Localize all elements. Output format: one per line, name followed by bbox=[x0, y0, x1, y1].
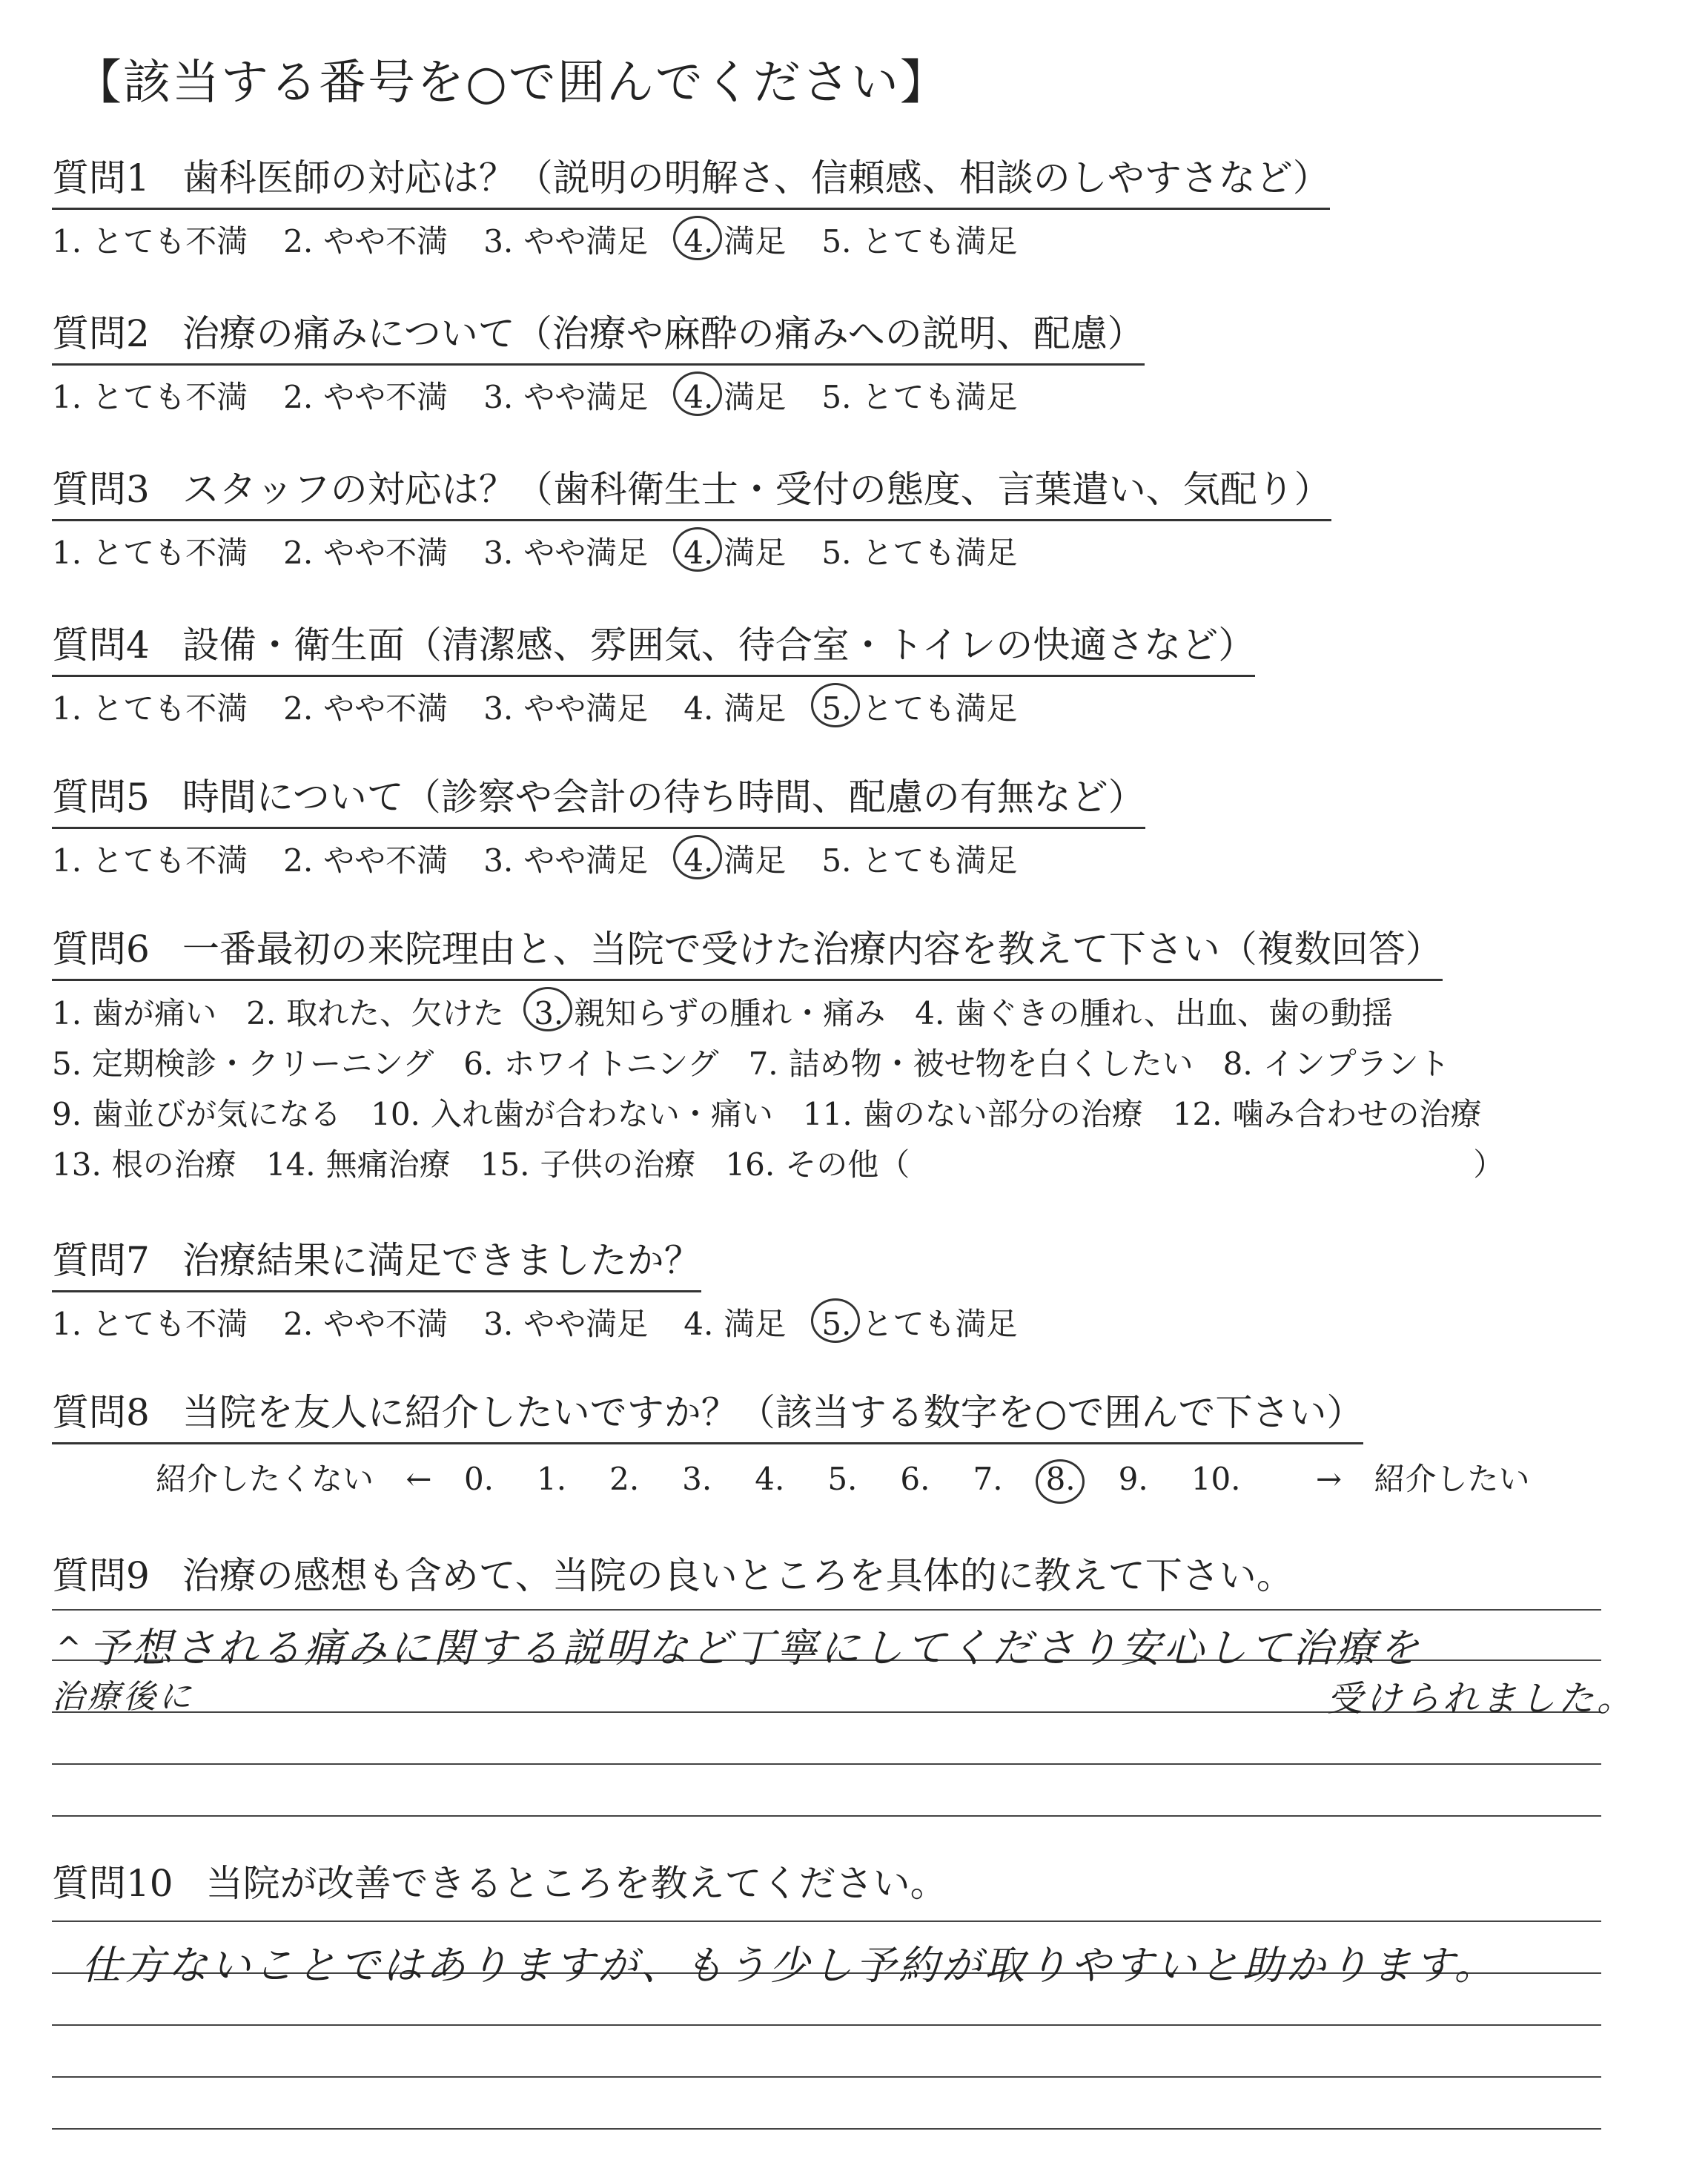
option-number: 4. bbox=[683, 1306, 714, 1342]
rating-option[interactable] bbox=[52, 217, 248, 266]
scale-number: 10. bbox=[1191, 1461, 1241, 1497]
option-label: やや満足 bbox=[523, 379, 649, 415]
question-title: 設備・衛生面（清潔感、雰囲気、待合室・トイレの快適さなど） bbox=[182, 624, 1256, 667]
scale-number: 9. bbox=[1118, 1461, 1148, 1497]
option-label: 親知らずの腫れ・痛み bbox=[574, 995, 886, 1031]
question-3-heading bbox=[52, 460, 1331, 521]
option-number: 1. bbox=[52, 1306, 82, 1342]
rating-option[interactable] bbox=[283, 836, 448, 885]
scale-option[interactable] bbox=[1046, 1461, 1086, 1497]
scale-number: 4. bbox=[755, 1461, 785, 1497]
right-arrow-icon: → bbox=[1315, 1461, 1343, 1497]
scale-option[interactable] bbox=[537, 1461, 577, 1497]
reason-option[interactable] bbox=[803, 1089, 1143, 1140]
reason-option[interactable] bbox=[246, 988, 504, 1039]
option-number: 8. bbox=[1222, 1046, 1253, 1082]
scale-number: 6. bbox=[900, 1461, 930, 1497]
reason-option[interactable] bbox=[915, 988, 1393, 1039]
answer-line bbox=[52, 1609, 1601, 1611]
handwritten-answer-line-1: 仕方ないことではありますが、もう少し予約が取りやすいと助かります。 bbox=[82, 1942, 1497, 1989]
rating-option[interactable] bbox=[52, 684, 248, 733]
option-number: 3. bbox=[483, 535, 514, 571]
option-label: 入れ歯が合わない・痛い bbox=[430, 1096, 773, 1132]
question-3-options bbox=[52, 529, 1331, 578]
option-label: 満足 bbox=[724, 535, 787, 571]
option-label: とても満足 bbox=[861, 535, 1018, 571]
reason-option[interactable] bbox=[52, 1140, 236, 1190]
option-row bbox=[52, 1089, 1534, 1140]
reason-option[interactable] bbox=[480, 1140, 696, 1190]
option-label: 満足 bbox=[724, 690, 787, 727]
question-title: 治療の痛みについて（治療や麻酔の痛みへの説明、配慮） bbox=[182, 312, 1145, 355]
rating-option[interactable] bbox=[683, 1300, 786, 1349]
rating-option[interactable] bbox=[821, 1300, 1017, 1349]
rating-option[interactable] bbox=[683, 217, 786, 266]
option-number: 3. bbox=[483, 1306, 514, 1342]
instruction-heading: 【該当する番号を○で囲んでください】 bbox=[74, 56, 949, 110]
option-label: 満足 bbox=[724, 842, 787, 879]
option-label: とても満足 bbox=[861, 1306, 1018, 1342]
option-number: 9. bbox=[52, 1096, 82, 1132]
question-9 bbox=[52, 1546, 1294, 1599]
option-label: ホワイトニング bbox=[503, 1046, 719, 1082]
option-label: 満足 bbox=[724, 223, 787, 260]
question-title: 一番最初の来院理由と、当院で受けた治療内容を教えて下さい（複数回答） bbox=[182, 928, 1443, 971]
question-1-heading bbox=[52, 148, 1330, 210]
rating-option[interactable] bbox=[821, 373, 1017, 422]
rating-option[interactable] bbox=[821, 836, 1017, 885]
option-label: やや不満 bbox=[323, 690, 448, 727]
option-number: 16. bbox=[725, 1146, 775, 1183]
rating-option[interactable] bbox=[283, 529, 448, 578]
option-label: とても不満 bbox=[92, 535, 248, 571]
question-1-options bbox=[52, 217, 1330, 266]
option-label: とても不満 bbox=[92, 223, 248, 260]
option-label: 歯が痛い bbox=[92, 995, 217, 1031]
scale-number: 2. bbox=[609, 1461, 640, 1497]
option-label: とても満足 bbox=[861, 223, 1018, 260]
reason-option[interactable] bbox=[463, 1039, 718, 1089]
scale-number: 8. bbox=[1045, 1461, 1076, 1497]
option-label: その他（ bbox=[785, 1146, 910, 1183]
option-label: とても満足 bbox=[861, 379, 1018, 415]
rating-option[interactable] bbox=[483, 1300, 648, 1349]
question-number: 質問5 bbox=[52, 776, 150, 819]
reason-option[interactable] bbox=[371, 1089, 773, 1140]
rating-option[interactable] bbox=[483, 836, 648, 885]
option-row bbox=[52, 1039, 1534, 1089]
option-number: 3. bbox=[483, 690, 514, 727]
question-number: 質問3 bbox=[52, 468, 150, 511]
option-number: 5. bbox=[821, 842, 852, 879]
rating-option[interactable] bbox=[821, 684, 1017, 733]
reason-option[interactable] bbox=[725, 1140, 910, 1190]
option-number: 5. bbox=[821, 684, 851, 733]
question-title: 当院を友人に紹介したいですか？（該当する数字を○で囲んで下さい） bbox=[182, 1391, 1364, 1434]
rating-option[interactable] bbox=[483, 684, 648, 733]
option-label: やや不満 bbox=[323, 842, 448, 879]
rating-option[interactable] bbox=[683, 529, 786, 578]
answer-line bbox=[52, 2128, 1601, 2130]
rating-option[interactable] bbox=[683, 836, 786, 885]
rating-option[interactable] bbox=[483, 217, 648, 266]
scale-option[interactable] bbox=[1191, 1461, 1251, 1497]
question-number: 質問7 bbox=[52, 1239, 150, 1282]
question-9-heading bbox=[52, 1546, 1294, 1599]
option-label: 満足 bbox=[724, 379, 787, 415]
left-arrow-icon: ← bbox=[406, 1461, 432, 1497]
option-number: 4. bbox=[683, 373, 713, 422]
question-9-answer-area[interactable] bbox=[52, 1609, 1636, 1817]
option-number: 3. bbox=[483, 223, 514, 260]
question-3 bbox=[52, 460, 1331, 578]
option-label: インプラント bbox=[1262, 1046, 1450, 1082]
reason-option[interactable] bbox=[1173, 1089, 1482, 1140]
handwritten-answer-line-1: 予想される痛みに関する説明など丁寧にしてくださり安心して治療を bbox=[89, 1625, 1422, 1671]
answer-line bbox=[52, 2024, 1601, 2026]
answer-line bbox=[52, 2076, 1601, 2078]
option-label: とても不満 bbox=[92, 1306, 248, 1342]
option-number: 2. bbox=[283, 379, 314, 415]
option-number: 13. bbox=[52, 1146, 102, 1183]
option-label: 歯ぐきの腫れ、出血、歯の動揺 bbox=[955, 995, 1393, 1031]
question-6 bbox=[52, 919, 1534, 1190]
rating-option[interactable] bbox=[283, 373, 448, 422]
question-4-options bbox=[52, 684, 1255, 733]
option-number: 7. bbox=[748, 1046, 778, 1082]
question-title: 治療結果に満足できましたか？ bbox=[182, 1239, 701, 1282]
option-number: 10. bbox=[371, 1096, 420, 1132]
option-number: 2. bbox=[283, 535, 314, 571]
option-label: やや満足 bbox=[523, 223, 649, 260]
option-number: 5. bbox=[821, 223, 852, 260]
option-number: 4. bbox=[683, 529, 713, 578]
option-number: 1. bbox=[52, 995, 82, 1031]
scale-number: 7. bbox=[973, 1461, 1003, 1497]
option-label: 歯のない部分の治療 bbox=[862, 1096, 1143, 1132]
question-6-options bbox=[52, 988, 1534, 1190]
reason-option[interactable] bbox=[52, 988, 216, 1039]
option-number: 1. bbox=[52, 690, 82, 727]
question-5 bbox=[52, 767, 1145, 885]
scale-left-label: 紹介したくない bbox=[156, 1461, 374, 1497]
option-label: 取れた、欠けた bbox=[286, 995, 505, 1031]
scale-option[interactable] bbox=[682, 1461, 722, 1497]
option-number: 5. bbox=[52, 1046, 82, 1082]
option-row bbox=[52, 988, 1534, 1039]
scale-option[interactable] bbox=[900, 1461, 940, 1497]
rating-option[interactable] bbox=[283, 684, 448, 733]
option-label: 子供の治療 bbox=[540, 1146, 696, 1183]
option-row bbox=[52, 1140, 1534, 1190]
option-number: 5. bbox=[821, 379, 852, 415]
option-label: ） bbox=[1473, 1146, 1505, 1183]
rating-option[interactable] bbox=[821, 217, 1017, 266]
scale-option[interactable] bbox=[827, 1461, 867, 1497]
reason-option[interactable] bbox=[52, 1039, 434, 1089]
question-number: 質問6 bbox=[52, 928, 150, 971]
option-label: やや不満 bbox=[323, 223, 448, 260]
option-label: 満足 bbox=[724, 1306, 787, 1342]
handwritten-answer-line-2: 受けられました。 bbox=[1327, 1678, 1636, 1720]
option-number: 2. bbox=[283, 223, 314, 260]
question-8 bbox=[52, 1383, 1529, 1499]
reason-option[interactable] bbox=[749, 1039, 1194, 1089]
option-number: 2. bbox=[283, 690, 314, 727]
option-number: 2. bbox=[283, 842, 314, 879]
rating-option[interactable] bbox=[683, 373, 786, 422]
question-title: 当院が改善できるところを教えてください。 bbox=[205, 1862, 947, 1905]
question-5-options bbox=[52, 836, 1145, 885]
option-label: とても不満 bbox=[92, 690, 248, 727]
reason-option[interactable] bbox=[266, 1140, 451, 1190]
option-number: 4. bbox=[683, 690, 714, 727]
question-number: 質問1 bbox=[52, 156, 150, 199]
rating-option[interactable] bbox=[683, 684, 786, 733]
option-label: 歯並びが気になる bbox=[92, 1096, 342, 1132]
question-number: 質問9 bbox=[52, 1554, 150, 1597]
option-number: 11. bbox=[802, 1096, 853, 1132]
reason-option[interactable] bbox=[1223, 1039, 1450, 1089]
scale-number: 3. bbox=[682, 1461, 712, 1497]
question-title: 時間について（診察や会計の待ち時間、配慮の有無など） bbox=[182, 776, 1145, 819]
option-label: とても不満 bbox=[92, 379, 248, 415]
option-label: とても満足 bbox=[861, 690, 1018, 727]
scale-option[interactable] bbox=[973, 1461, 1013, 1497]
question-10-answer-area[interactable] bbox=[52, 1920, 1601, 2143]
rating-option[interactable] bbox=[821, 529, 1017, 578]
reason-option[interactable] bbox=[534, 988, 885, 1039]
question-title: 歯科医師の対応は？（説明の明解さ、信頼感、相談のしやすさなど） bbox=[182, 156, 1330, 199]
rating-option[interactable] bbox=[52, 1300, 248, 1349]
option-number: 1. bbox=[52, 223, 82, 260]
rating-option[interactable] bbox=[52, 529, 248, 578]
scale-option[interactable] bbox=[464, 1461, 504, 1497]
question-number: 質問4 bbox=[52, 624, 150, 667]
question-7-heading bbox=[52, 1231, 701, 1292]
option-number: 4. bbox=[915, 995, 945, 1031]
option-number: 1. bbox=[52, 842, 82, 879]
rating-option[interactable] bbox=[52, 373, 248, 422]
option-label: やや満足 bbox=[523, 842, 649, 879]
scale-option[interactable] bbox=[755, 1461, 795, 1497]
option-label: 無痛治療 bbox=[325, 1146, 451, 1183]
option-number: 5. bbox=[821, 535, 852, 571]
option-label: 根の治療 bbox=[111, 1146, 236, 1183]
option-label: やや不満 bbox=[323, 379, 448, 415]
question-2-options bbox=[52, 373, 1145, 422]
scale-option[interactable] bbox=[609, 1461, 649, 1497]
option-number: 3. bbox=[534, 988, 563, 1039]
rating-option[interactable] bbox=[483, 373, 648, 422]
option-label: やや不満 bbox=[323, 1306, 448, 1342]
option-number: 1. bbox=[52, 535, 82, 571]
question-5-heading bbox=[52, 767, 1145, 829]
scale-number: 1. bbox=[537, 1461, 567, 1497]
option-label: 定期検診・クリーニング bbox=[92, 1046, 434, 1082]
question-title: 治療の感想も含めて、当院の良いところを具体的に教えて下さい。 bbox=[182, 1554, 1294, 1597]
option-number: 3. bbox=[483, 842, 514, 879]
question-7-options bbox=[52, 1300, 1053, 1349]
rating-option[interactable] bbox=[283, 1300, 448, 1349]
question-6-heading bbox=[52, 919, 1443, 981]
option-number: 4. bbox=[683, 217, 713, 266]
question-2 bbox=[52, 304, 1145, 422]
option-number: 4. bbox=[683, 836, 713, 885]
recommendation-scale bbox=[156, 1455, 1529, 1499]
option-label: やや満足 bbox=[523, 1306, 649, 1342]
rating-option[interactable] bbox=[283, 217, 448, 266]
option-label: とても不満 bbox=[92, 842, 248, 879]
option-label: やや満足 bbox=[523, 690, 649, 727]
question-number: 質問10 bbox=[52, 1862, 173, 1905]
rating-option[interactable] bbox=[483, 529, 648, 578]
option-number: 5. bbox=[821, 1300, 851, 1349]
scale-number: 5. bbox=[827, 1461, 858, 1497]
question-number: 質問2 bbox=[52, 312, 150, 355]
option-label: とても満足 bbox=[861, 842, 1018, 879]
option-number: 6. bbox=[463, 1046, 494, 1082]
question-4-heading bbox=[52, 615, 1255, 677]
answer-line bbox=[52, 1920, 1601, 1922]
question-4 bbox=[52, 615, 1255, 733]
scale-option[interactable] bbox=[1119, 1461, 1159, 1497]
reason-option[interactable] bbox=[1473, 1140, 1504, 1190]
option-number: 3. bbox=[483, 379, 514, 415]
answer-line bbox=[52, 1763, 1601, 1765]
question-1 bbox=[52, 148, 1330, 266]
question-8-heading bbox=[52, 1383, 1363, 1444]
scale-number: 0. bbox=[463, 1461, 494, 1497]
option-number: 1. bbox=[52, 379, 82, 415]
option-number: 2. bbox=[283, 1306, 314, 1342]
option-number: 15. bbox=[480, 1146, 530, 1183]
question-title: スタッフの対応は？（歯科衛生士・受付の態度、言葉遣い、気配り） bbox=[182, 468, 1331, 511]
reason-option[interactable] bbox=[52, 1089, 341, 1140]
rating-option[interactable] bbox=[52, 836, 248, 885]
option-label: 噛み合わせの治療 bbox=[1232, 1096, 1482, 1132]
answer-line bbox=[52, 1815, 1601, 1817]
scale-right-label: 紹介したい bbox=[1374, 1461, 1530, 1497]
question-7 bbox=[52, 1231, 1053, 1349]
handwritten-insert: 治療後に bbox=[52, 1678, 194, 1716]
option-number: 2. bbox=[246, 995, 277, 1031]
question-10-heading bbox=[52, 1854, 947, 1907]
question-10 bbox=[52, 1854, 947, 1907]
question-2-heading bbox=[52, 304, 1145, 366]
option-number: 12. bbox=[1172, 1096, 1222, 1132]
question-number: 質問8 bbox=[52, 1391, 150, 1434]
option-number: 14. bbox=[265, 1146, 316, 1183]
option-label: やや不満 bbox=[323, 535, 448, 571]
option-label: やや満足 bbox=[523, 535, 649, 571]
insert-caret-icon: ^ bbox=[56, 1631, 82, 1665]
option-label: 詰め物・被せ物を白くしたい bbox=[788, 1046, 1194, 1082]
